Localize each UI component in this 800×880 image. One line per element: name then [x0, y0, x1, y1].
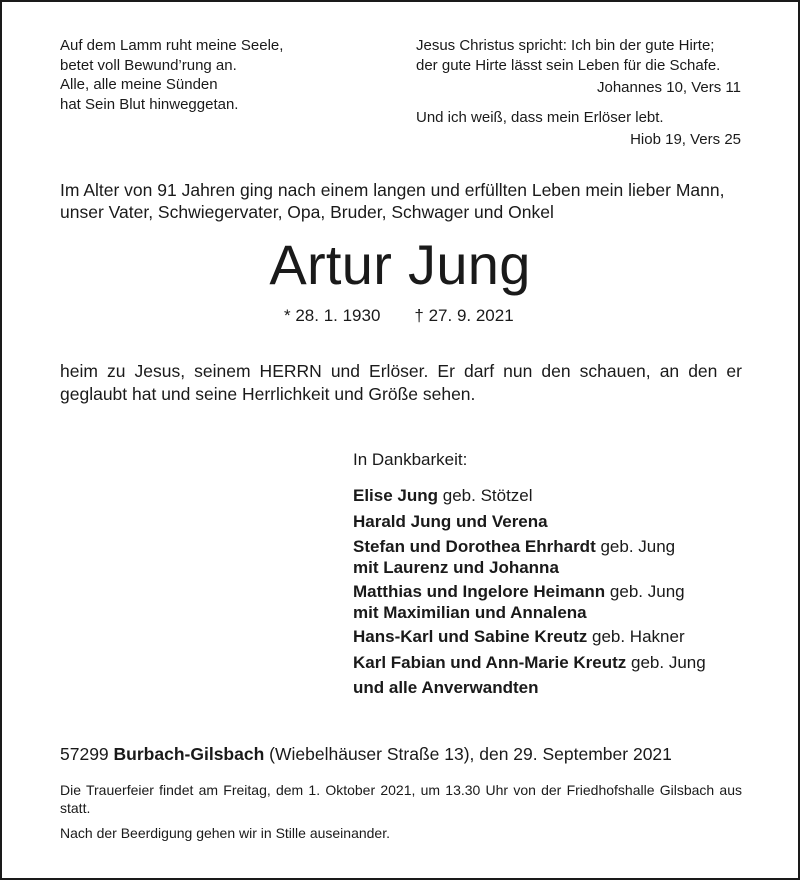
- intro-line: unser Vater, Schwiegervater, Opa, Bruder, Schwager und Onkel: [60, 202, 554, 222]
- verse-left: [60, 36, 380, 114]
- bible-reference: Johannes 10, Vers 11: [597, 79, 741, 96]
- verse-left-line: betet voll Bewund’rung an.: [60, 56, 237, 74]
- family-children: mit Maximilian und Annalena: [353, 602, 587, 622]
- address-rest: (Wiebelhäuser Straße 13), den 29. September 2021: [269, 744, 672, 764]
- verse-left-line: Auf dem Lamm ruht meine Seele,: [60, 37, 284, 54]
- family-note: geb. Jung: [605, 582, 685, 601]
- birth-date: * 28. 1. 1930: [284, 306, 381, 325]
- family-name: Matthias und Ingelore Heimann: [353, 582, 606, 601]
- family-note: geb. Hakner: [587, 627, 685, 646]
- family-note: geb. Jung: [626, 652, 706, 672]
- spacer: [416, 98, 741, 108]
- family-name: und alle Anverwandten: [353, 678, 539, 697]
- family-name: Elise Jung: [353, 486, 439, 505]
- death-date: † 27. 9. 2021: [414, 306, 514, 325]
- family-entry: [353, 512, 753, 533]
- family-name: Harald Jung und Verena: [353, 511, 548, 531]
- family-note: geb. Stötzel: [438, 486, 533, 505]
- bible-quote-line: der gute Hirte lässt sein Leben für die Schafe.: [416, 56, 721, 74]
- family-name: Hans-Karl und Sabine Kreutz: [353, 627, 588, 646]
- bible-quote-line: Jesus Christus spricht: Ich bin der gute Hirte;: [416, 37, 715, 54]
- family-children: mit Laurenz und Johanna: [353, 557, 559, 577]
- zip-code: 57299: [60, 744, 109, 764]
- life-dates: [284, 305, 514, 327]
- place-name: Burbach-Gilsbach: [113, 744, 265, 764]
- verse-left-line: Alle, alle meine Sünden: [60, 76, 218, 93]
- thanks-label: In Dankbarkeit:: [353, 450, 468, 469]
- family-entry: [353, 582, 753, 623]
- family-name: Karl Fabian und Ann-Marie Kreutz: [353, 652, 627, 672]
- family-note: geb. Jung: [595, 537, 676, 556]
- funeral-notice: Die Trauerfeier findet am Freitag, dem 1. Oktober 2021, um 13.30 Uhr von der Friedhofshalle Gilsbach aus statt.: [60, 782, 742, 816]
- family-entry: [353, 537, 753, 578]
- intro-text: [60, 179, 742, 223]
- family-entry: [353, 653, 753, 674]
- deceased-name: Artur Jung: [269, 233, 531, 296]
- verse-right: [416, 36, 741, 150]
- family-list: [353, 486, 753, 704]
- verse-left-line: hat Sein Blut hinweggetan.: [60, 95, 239, 113]
- family-entry: [353, 678, 753, 699]
- family-name: Stefan und Dorothea Ehrhardt: [353, 537, 596, 556]
- body-text: heim zu Jesus, seinem HERRN und Erlöser. Er darf nun den schauen, an den er geglaubt hat und seine Herrlichkeit und Größe sehen.: [60, 361, 742, 404]
- family-entry: [353, 486, 753, 507]
- bible-reference: Hiob 19, Vers 25: [630, 131, 741, 148]
- address-line: [60, 743, 760, 765]
- intro-line: Im Alter von 91 Jahren ging nach einem langen und erfüllten Leben mein lieber Mann,: [60, 180, 725, 200]
- after-funeral-notice: Nach der Beerdigung gehen wir in Stille auseinander.: [60, 825, 390, 841]
- bible-quote-line: Und ich weiß, dass mein Erlöser lebt.: [416, 108, 664, 126]
- family-entry: [353, 627, 753, 648]
